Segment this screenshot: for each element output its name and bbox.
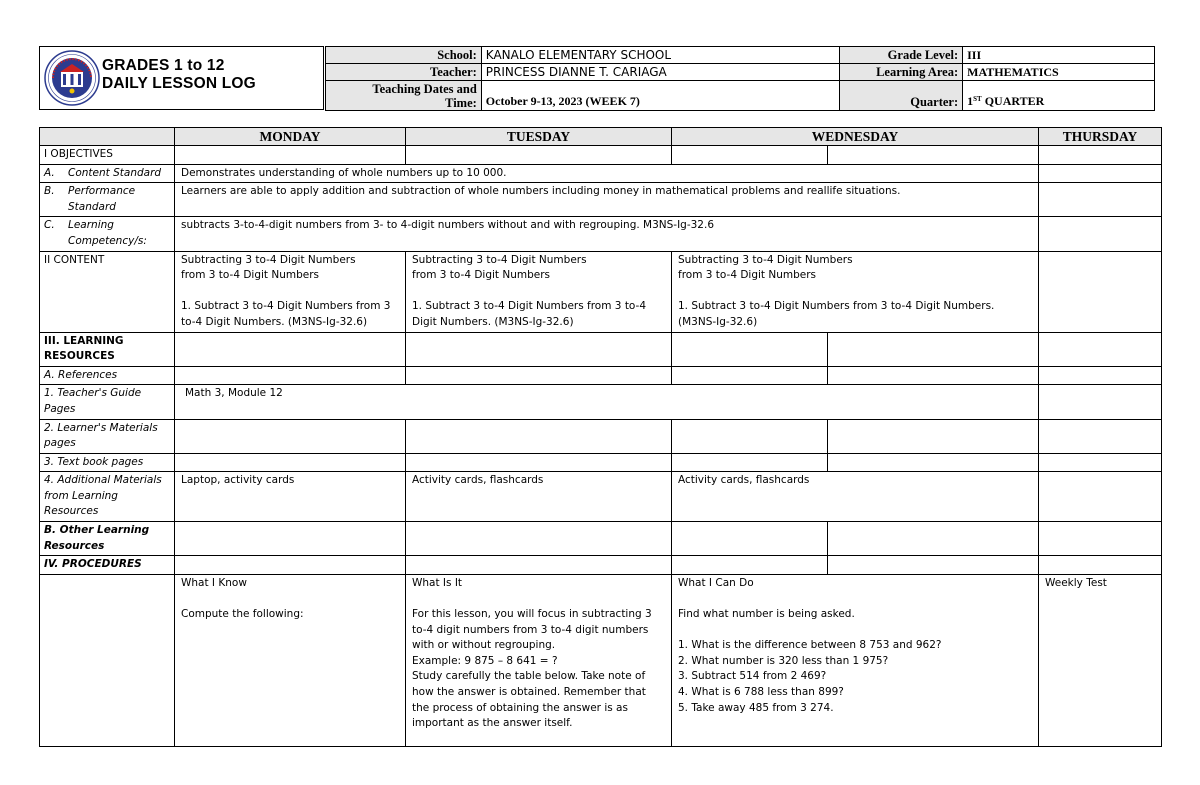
empty-cell <box>1039 332 1162 366</box>
teacher-label: Teacher: <box>326 64 482 81</box>
day-header-thursday: THURSDAY <box>1039 128 1162 146</box>
deped-seal-icon <box>44 50 100 106</box>
empty-cell <box>828 332 1039 366</box>
table-row <box>40 574 1162 746</box>
grade-level-value: III <box>963 47 1155 64</box>
references-label: A. References <box>40 366 175 385</box>
procedures-tuesday: What Is It For this lesson, you will focus in subtracting 3 to-4 digit numbers from 3 to-4 digit numbers with or without regrouping. Example: 9 875 – 8 641 = ? Study carefully the table below. Take note of how the answer is obtained. Remember that the process of obtaining the answer is as important as the answer itself. <box>406 574 672 746</box>
empty-cell <box>672 419 828 453</box>
teachers-guide-label: 1. Teacher's Guide Pages <box>40 385 175 419</box>
quarter-number: 1 <box>967 94 974 108</box>
empty-cell <box>672 366 828 385</box>
quarter-value <box>963 81 1155 111</box>
table-row <box>40 472 1162 522</box>
empty-cell <box>1039 522 1162 556</box>
additional-materials-wednesday: Activity cards, flashcards <box>672 472 1039 522</box>
empty-cell <box>672 556 828 575</box>
empty-cell <box>828 366 1039 385</box>
learning-competency-value: subtracts 3-to-4-digit numbers from 3- to 4-digit numbers without and with regrouping. M3NS-Ig-32.6 <box>175 217 1039 251</box>
empty-cell <box>828 556 1039 575</box>
teaching-dates-label-line2: Time: <box>445 95 477 110</box>
quarter-word: QUARTER <box>984 94 1045 108</box>
lesson-log-body <box>39 145 1162 747</box>
empty-cell <box>672 522 828 556</box>
empty-cell <box>175 453 406 472</box>
empty-cell <box>406 419 672 453</box>
table-row <box>40 419 1162 453</box>
content-standard-text: Content Standard <box>68 166 162 179</box>
learners-materials-label: 2. Learner's Materials pages <box>40 419 175 453</box>
content-standard-letter: A. <box>44 166 55 179</box>
empty-cell <box>1039 472 1162 522</box>
empty-cell <box>1039 146 1162 165</box>
teaching-dates-label <box>326 81 482 111</box>
additional-materials-label: 4. Additional Materials from Learning Resources <box>40 472 175 522</box>
procedures-wednesday: What I Can Do Find what number is being asked. 1. What is the difference between 8 753 and 962? 2. What number is 320 less than 1 975? 3. Subtract 514 from 2 469? 4. What is 6 788 less than 899? 5. Take away 485 from 3 274. <box>672 574 1039 746</box>
empty-cell <box>406 332 672 366</box>
empty-cell <box>175 332 406 366</box>
empty-cell <box>828 419 1039 453</box>
empty-cell <box>1039 366 1162 385</box>
content-label: II CONTENT <box>40 251 175 332</box>
school-label: School: <box>326 47 482 64</box>
empty-cell <box>1039 164 1162 183</box>
empty-cell <box>175 146 406 165</box>
table-row <box>40 522 1162 556</box>
procedures-monday: What I Know Compute the following: <box>175 574 406 746</box>
other-resources-label: B. Other Learning Resources <box>40 522 175 556</box>
teacher-value: PRINCESS DIANNE T. CARIAGA <box>481 64 839 81</box>
empty-cell <box>1039 251 1162 332</box>
table-row <box>40 164 1162 183</box>
performance-standard-text: Performance Standard <box>68 185 136 213</box>
content-monday: Subtracting 3 to-4 Digit Numbers from 3 to-4 Digit Numbers 1. Subtract 3 to-4 Digit Numbers from 3 to-4 Digit Numbers. (M3NS-Ig-32.6) <box>175 251 406 332</box>
form-title <box>102 57 256 93</box>
textbook-pages-label: 3. Text book pages <box>40 453 175 472</box>
empty-cell <box>175 419 406 453</box>
performance-standard-label <box>40 183 175 217</box>
empty-cell <box>828 146 1039 165</box>
content-standard-label <box>40 164 175 183</box>
additional-materials-tuesday: Activity cards, flashcards <box>406 472 672 522</box>
empty-cell <box>828 522 1039 556</box>
performance-standard-letter: B. <box>44 185 55 198</box>
empty-cell <box>1039 385 1162 419</box>
empty-cell <box>1039 217 1162 251</box>
table-row <box>40 453 1162 472</box>
day-header-tuesday: TUESDAY <box>406 128 672 146</box>
empty-cell <box>1039 183 1162 217</box>
table-row <box>40 385 1162 419</box>
performance-standard-value: Learners are able to apply addition and subtraction of whole numbers including money in mathematical problems and reallife situations. <box>175 183 1039 217</box>
corner-header <box>40 128 175 146</box>
procedures-friday: Weekly Test <box>1039 574 1162 746</box>
procedures-label: IV. PROCEDURES <box>40 556 175 575</box>
additional-materials-monday: Laptop, activity cards <box>175 472 406 522</box>
table-row <box>40 556 1162 575</box>
empty-cell <box>175 556 406 575</box>
empty-cell <box>672 453 828 472</box>
table-row <box>40 332 1162 366</box>
school-value: KANALO ELEMENTARY SCHOOL <box>481 47 839 64</box>
table-row <box>40 146 1162 165</box>
table-row <box>40 366 1162 385</box>
empty-cell <box>406 146 672 165</box>
learning-area-value: MATHEMATICS <box>963 64 1155 81</box>
grade-level-label: Grade Level: <box>840 47 963 64</box>
learning-competency-label <box>40 217 175 251</box>
learning-resources-label: III. LEARNING RESOURCES <box>40 332 175 366</box>
empty-cell <box>828 453 1039 472</box>
logo-title-cell <box>39 46 324 110</box>
empty-cell <box>406 366 672 385</box>
learning-competency-letter: C. <box>44 219 55 232</box>
empty-cell <box>175 366 406 385</box>
form-title-line2: DAILY LESSON LOG <box>102 75 256 92</box>
objectives-label: I OBJECTIVES <box>40 146 175 165</box>
table-row <box>40 183 1162 217</box>
info-table <box>325 46 1155 111</box>
empty-cell <box>406 453 672 472</box>
day-header-wednesday: WEDNESDAY <box>672 128 1039 146</box>
learning-area-label: Learning Area: <box>840 64 963 81</box>
day-header-monday: MONDAY <box>175 128 406 146</box>
empty-cell <box>1039 419 1162 453</box>
empty-cell <box>1039 453 1162 472</box>
empty-cell <box>672 146 828 165</box>
quarter-label: Quarter: <box>840 81 963 111</box>
table-row <box>40 251 1162 332</box>
lesson-log-header <box>39 46 1155 110</box>
content-standard-value: Demonstrates understanding of whole numbers up to 10 000. <box>175 164 1039 183</box>
learning-competency-text: Learning Competency/s: <box>68 219 147 247</box>
empty-cell <box>406 556 672 575</box>
teaching-dates-value: October 9-13, 2023 (WEEK 7) <box>481 81 839 111</box>
quarter-suffix: ST <box>973 95 982 103</box>
empty-cell <box>406 522 672 556</box>
table-row <box>40 217 1162 251</box>
empty-cell <box>1039 556 1162 575</box>
content-tuesday: Subtracting 3 to-4 Digit Numbers from 3 to-4 Digit Numbers 1. Subtract 3 to-4 Digit Numbers from 3 to-4 Digit Numbers. (M3NS-Ig-32.6) <box>406 251 672 332</box>
teaching-dates-label-line1: Teaching Dates and <box>372 81 477 96</box>
form-title-line1: GRADES 1 to 12 <box>102 57 225 74</box>
daily-lesson-log-table <box>39 127 1162 146</box>
teachers-guide-value: Math 3, Module 12 <box>175 385 1039 419</box>
empty-cell <box>672 332 828 366</box>
procedures-empty-label <box>40 574 175 746</box>
content-wednesday: Subtracting 3 to-4 Digit Numbers from 3 to-4 Digit Numbers 1. Subtract 3 to-4 Digit Numbers from 3 to-4 Digit Numbers. (M3NS-Ig-32.6) <box>672 251 1039 332</box>
empty-cell <box>175 522 406 556</box>
